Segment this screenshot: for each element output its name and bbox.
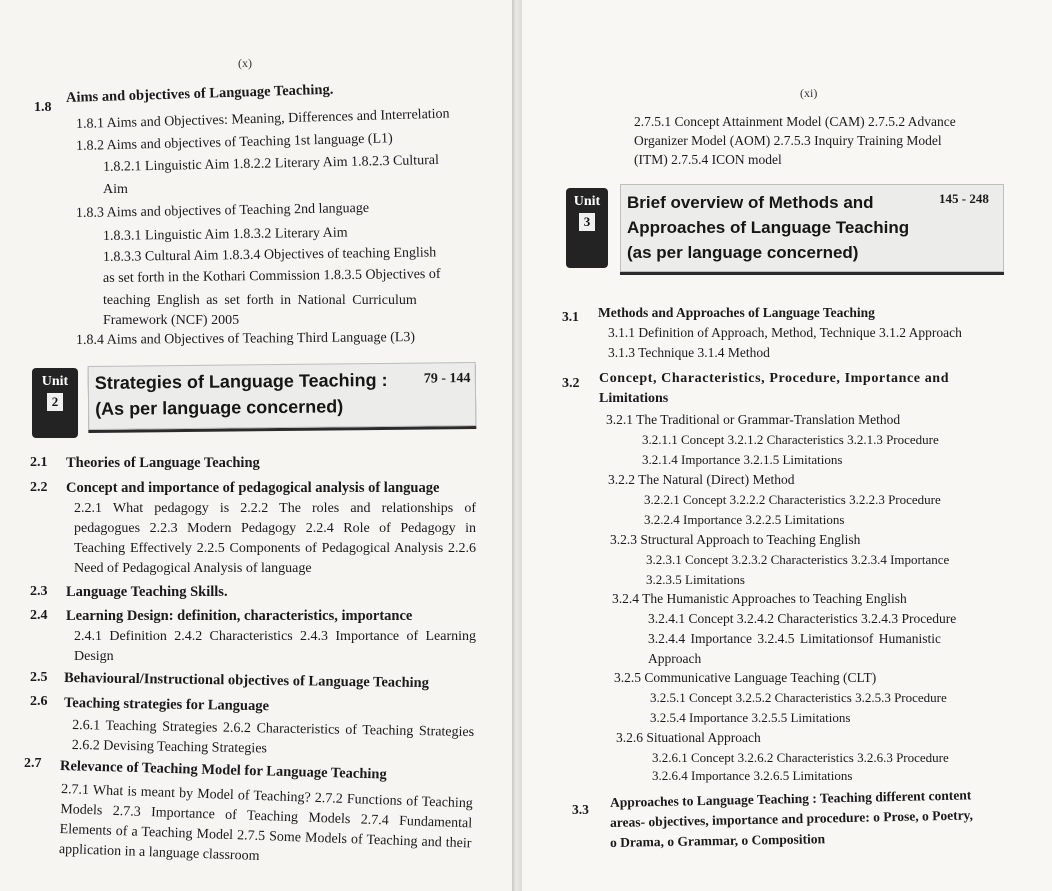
toc-line: 3.2.5.1 Concept 3.2.5.2 Characteristics 3.2.5.3 Procedure: [650, 690, 947, 705]
toc-line: 3.2.6.4 Importance 3.2.6.5 Limitations: [652, 768, 853, 783]
unit-banner: [620, 184, 1004, 272]
toc-line: 3.2.4.4 Importance 3.2.4.5 Limitationsof Humanistic: [648, 631, 941, 646]
toc-line: 3.2.4 The Humanistic Approaches to Teaching English: [612, 591, 907, 606]
toc-line: 3.2.1 The Traditional or Grammar-Translation Method: [606, 412, 901, 427]
toc-line: 3.2.2.4 Importance 3.2.2.5 Limitations: [644, 512, 845, 527]
unit-title: Strategies of Language Teaching :: [94, 369, 388, 393]
section-number: 2.6: [30, 694, 48, 709]
section-title: areas- objectives, importance and procedure: o Prose, o Poetry,: [609, 807, 974, 830]
toc-line: Organizer Model (AOM) 2.7.5.3 Inquiry Training Model: [634, 133, 942, 148]
unit-banner: [88, 362, 477, 430]
toc-line: as set forth in the Kothari Commission 1.8.3.5 Objectives of: [102, 266, 441, 286]
section-title: Methods and Approaches of Language Teaching: [598, 305, 875, 320]
toc-line: 3.2.5.4 Importance 3.2.5.5 Limitations: [650, 710, 851, 725]
page-range: 79 - 144: [423, 371, 471, 387]
section-number: 2.3: [30, 584, 48, 599]
section-title: Behavioural/Instructional objectives of Language Teaching: [63, 670, 430, 692]
section-title: Relevance of Teaching Model for Language Teaching: [59, 758, 387, 783]
toc-line: 3.2.2.1 Concept 3.2.2.2 Characteristics 3.2.2.3 Procedure: [644, 492, 941, 507]
toc-line: 3.2.1.4 Importance 3.2.1.5 Limitations: [642, 452, 843, 467]
page-number: (xi): [800, 86, 818, 100]
book-gutter: [512, 0, 522, 891]
toc-line: 1.8.3 Aims and objectives of Teaching 2nd language: [75, 200, 370, 221]
section-body: 2.4.1 Definition 2.4.2 Characteristics 2.4.3 Importance of Learning Design: [74, 629, 476, 664]
section-body: 2.2.1 What pedagogy is 2.2.2 The roles and relationships of pedagogues 2.2.3 Modern Pedagogy 2.2.4 Role of Pedagogy in Teaching Effectively 2.2.5 Components of Pedagogical Analysis 2.2.6 Need of Pedagogical Analysis of language: [74, 501, 476, 576]
toc-line: 3.1.1 Definition of Approach, Method, Technique 3.1.2 Approach: [608, 325, 962, 340]
section-title: Learning Design: definition, characteristics, importance: [66, 608, 413, 624]
toc-line: 3.2.1.1 Concept 3.2.1.2 Characteristics 3.2.1.3 Procedure: [642, 432, 939, 447]
section-body: 2.6.1 Teaching Strategies 2.6.2 Characteristics of Teaching Strategies 2.6.2 Devising Teaching Strategies: [71, 718, 475, 757]
right-page: [522, 0, 1052, 891]
toc-line: 3.2.3 Structural Approach to Teaching English: [610, 532, 861, 547]
toc-line: 1.8.3.1 Linguistic Aim 1.8.3.2 Literary Aim: [102, 225, 348, 244]
section-title: Aims and objectives of Language Teaching.: [65, 81, 334, 106]
section-body: 2.7.1 What is meant by Model of Teaching? 2.7.2 Functions of Teaching Models 2.7.3 Importance of Teaching Models 2.7.4 Fundamental Elements of a Teaching Model 2.7.5 Some Models of Teaching and their application in a language classroom: [58, 782, 474, 864]
section-number: 2.1: [30, 455, 48, 470]
unit-badge: [566, 188, 608, 268]
section-title: Approaches to Language Teaching : Teaching different content: [609, 787, 972, 810]
toc-line: 1.8.2 Aims and objectives of Teaching 1st language (L1): [75, 131, 393, 154]
unit-badge: [32, 368, 78, 438]
toc-line: 1.8.2.1 Linguistic Aim 1.8.2.2 Literary Aim 1.8.2.3 Cultural: [102, 152, 440, 175]
section-number: 2.5: [30, 670, 48, 685]
section-title: Concept and importance of pedagogical analysis of language: [66, 480, 440, 496]
toc-line: (ITM) 2.7.5.4 ICON model: [634, 152, 782, 167]
section-number: 2.4: [30, 608, 48, 623]
toc-line: 3.2.6.1 Concept 3.2.6.2 Characteristics 3.2.6.3 Procedure: [652, 750, 949, 765]
toc-line: 2.7.5.1 Concept Attainment Model (CAM) 2.7.5.2 Advance: [634, 114, 956, 129]
toc-line: 3.2.3.1 Concept 3.2.3.2 Characteristics 3.2.3.4 Importance: [646, 552, 950, 567]
unit-number: 3: [579, 213, 595, 231]
toc-line: 3.2.4.1 Concept 3.2.4.2 Characteristics 3.2.4.3 Procedure: [648, 611, 957, 626]
toc-line: 3.1.3 Technique 3.1.4 Method: [608, 345, 770, 360]
section-number: 3.2: [562, 376, 580, 391]
toc-line: 3.2.6 Situational Approach: [616, 730, 761, 745]
toc-line: Framework (NCF) 2005: [103, 313, 240, 328]
toc-line: teaching English as set forth in National Curriculum: [103, 293, 417, 308]
section-number: 2.2: [30, 480, 48, 495]
section-title: Language Teaching Skills.: [66, 584, 228, 600]
section-number: 2.7: [24, 756, 42, 771]
toc-line: 3.2.2 The Natural (Direct) Method: [608, 472, 795, 487]
toc-line: 1.8.1 Aims and Objectives: Meaning, Differences and Interrelation: [75, 106, 450, 132]
section-number: 1.8: [34, 100, 52, 115]
toc-line: 3.2.5 Communicative Language Teaching (CLT): [614, 670, 877, 685]
left-page: [0, 0, 512, 891]
section-title: o Drama, o Grammar, o Composition: [609, 831, 826, 850]
toc-line: Aim: [103, 182, 128, 197]
unit-subtitle: (As per language concerned): [95, 396, 344, 419]
unit-title: Approaches of Language Teaching: [627, 218, 910, 237]
toc-line: 1.8.3.3 Cultural Aim 1.8.3.4 Objectives of teaching English: [102, 245, 437, 265]
unit-label: Unit: [41, 374, 69, 389]
toc-line: 1.8.4 Aims and Objectives of Teaching Third Language (L3): [75, 330, 416, 348]
page-number: (x): [238, 56, 252, 70]
section-title: Theories of Language Teaching: [66, 455, 260, 471]
unit-title: Brief overview of Methods and: [627, 193, 874, 212]
unit-number: 2: [47, 393, 63, 411]
toc-line: 3.2.3.5 Limitations: [646, 572, 745, 587]
section-title: Limitations: [599, 391, 669, 406]
section-title: Teaching strategies for Language: [63, 695, 270, 715]
section-number: 3.1: [562, 309, 579, 324]
page-range: 145 - 248: [939, 191, 989, 206]
toc-line: Approach: [648, 651, 702, 666]
unit-subtitle: (as per language concerned): [627, 243, 859, 262]
section-number: 3.3: [572, 802, 589, 817]
section-title: Concept, Characteristics, Procedure, Importance and: [599, 371, 950, 386]
unit-label: Unit: [573, 194, 601, 209]
